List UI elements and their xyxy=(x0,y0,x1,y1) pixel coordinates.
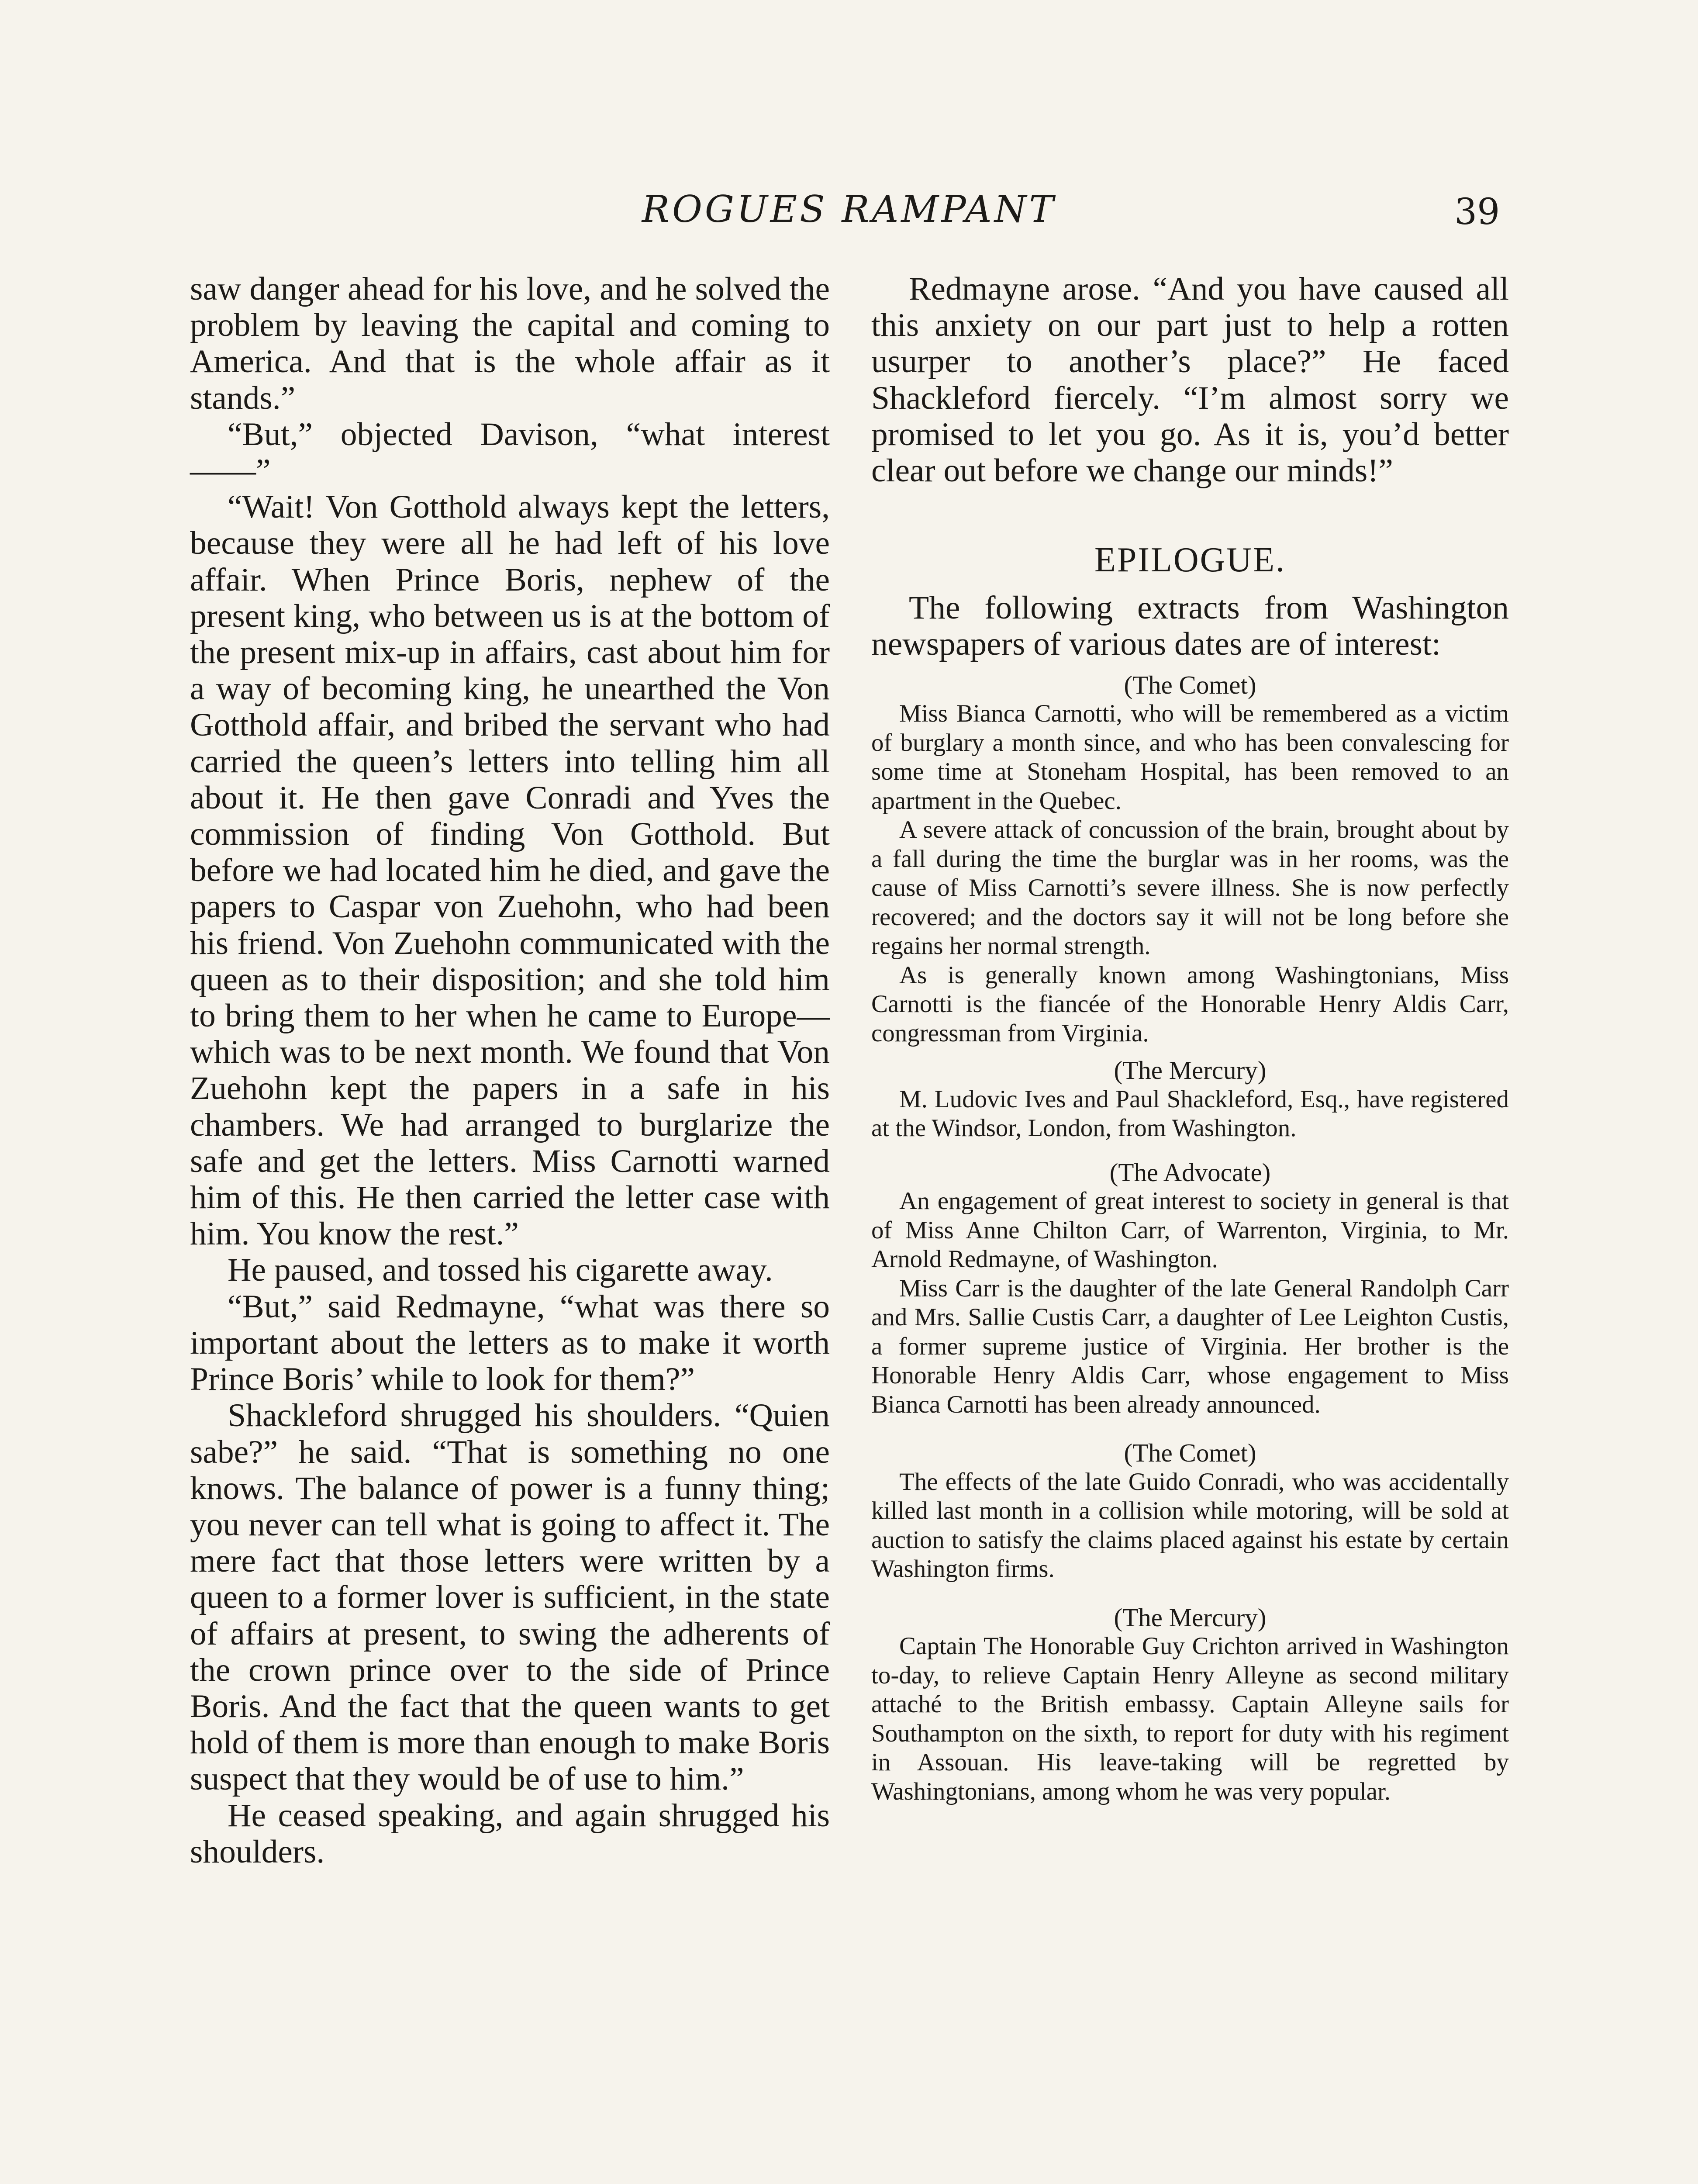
paragraph: “But,” objected Davison, “what interest——” xyxy=(190,416,830,489)
newspaper-extract xyxy=(871,1438,1509,1584)
extract-paragraph: Captain The Honorable Guy Crichton arrived in Washington to-day, to relieve Captain Henry Alleyne as second military attaché to the British embassy. Captain Alleyne sails for Southampton on the sixth, to report for duty with his regiment in Assouan. His leave-taking will be regretted by Washingtonians, among whom he was very popular. xyxy=(871,1632,1509,1805)
paragraph: “But,” said Redmayne, “what was there so important about the letters as to make it worth Prince Boris’ while to look for them?” xyxy=(190,1288,830,1398)
extract-source: (The Advocate) xyxy=(1109,1158,1271,1187)
left-column xyxy=(190,271,830,1870)
paragraph: saw danger ahead for his love, and he solved the problem by leaving the capital and coming to America. And that is the whole affair as it stands.” xyxy=(190,271,830,416)
extract-paragraph: Miss Carr is the daughter of the late General Randolph Carr and Mrs. Sallie Custis Carr, a daughter of Lee Leighton Custis, a former supreme justice of Virginia. Her brother is the Honorable Henry Aldis Carr, whose engagement to Miss Bianca Carnotti has been already announced. xyxy=(871,1274,1509,1418)
extract-source: (The Comet) xyxy=(1124,1438,1256,1468)
newspaper-extract xyxy=(871,1158,1509,1420)
paragraph: He paused, and tossed his cigarette away. xyxy=(228,1252,773,1289)
page-header xyxy=(0,188,1698,236)
extract-paragraph: As is generally known among Washingtonians, Miss Carnotti is the fiancée of the Honorable Henry Aldis Carr, congressman from Virginia. xyxy=(871,961,1509,1047)
paragraph: Redmayne arose. “And you have caused all this anxiety on our part just to help a rotten usurper to another’s place?” He faced Shackleford fiercely. “I’m almost sorry we promised to let you go. As it is, you’d better clear out before we change our minds!” xyxy=(871,271,1509,489)
extract-paragraph: A severe attack of concussion of the brain, brought about by a fall during the time the burglar was in her rooms, was the cause of Miss Carnotti’s severe illness. She is now perfectly recovered; and the doctors say it will not be long before she regains her normal strength. xyxy=(871,816,1509,960)
right-column xyxy=(871,271,1509,1806)
extract-paragraph: An engagement of great interest to society in general is that of Miss Anne Chilton Carr, of Warrenton, Virginia, to Mr. Arnold Redmayne, of Washington. xyxy=(871,1187,1509,1273)
extract-paragraph: M. Ludovic Ives and Paul Shackleford, Esq., have registered at the Windsor, London, from Washington. xyxy=(871,1085,1509,1142)
extract-paragraph: The effects of the late Guido Conradi, who was accidentally killed last month in a collision while motoring, will be sold at auction to satisfy the claims placed against his estate by certain Washington firms. xyxy=(871,1468,1509,1583)
paragraph: “Wait! Von Gotthold always kept the letters, because they were all he had left of his love affair. When Prince Boris, nephew of the present king, who between us is at the bottom of the present mix-up in affairs, cast about him for a way of becoming king, he unearthed the Von Gotthold affair, and bribed the servant who had carried the queen’s letters into telling him all about it. He then gave Conradi and Yves the commission of finding Von Gotthold. But before we had located him he died, and gave the papers to Caspar von Zuehohn, who had been his friend. Von Zuehohn communicated with the queen as to their disposition; and she told him to bring them to her when he came to Europe—which was to be next month. We found that Von Zuehohn kept the papers in a safe in his chambers. We had arranged to burglarize the safe and get the letters. Miss Carnotti warned him of this. He then carried the letter case with him. You know the rest.” xyxy=(190,489,830,1252)
extract-source: (The Mercury) xyxy=(1114,1603,1267,1632)
page-number: 39 xyxy=(1454,191,1500,233)
newspaper-extract xyxy=(871,1056,1509,1143)
extract-source: (The Mercury) xyxy=(1114,1056,1267,1085)
paragraph: Shackleford shrugged his shoulders. “Quien sabe?” he said. “That is something no one knows. The balance of power is a funny thing; you never can tell what is going to affect it. The mere fact that those letters were written by a queen to a former lover is sufficient, in the state of affairs at present, to swing the adherents of the crown prince over to the side of Prince Boris. And the fact that the queen wants to get hold of them is more than enough to make Boris suspect that they would be of use to him.” xyxy=(190,1397,830,1797)
extract-source: (The Comet) xyxy=(1124,670,1256,699)
paragraph: He ceased speaking, and again shrugged his shoulders. xyxy=(190,1797,830,1870)
newspaper-extract xyxy=(871,670,1509,1048)
epilogue-intro: The following extracts from Washington newspapers of various dates are of interest: xyxy=(871,590,1509,663)
newspaper-extract xyxy=(871,1603,1509,1807)
epilogue-heading: EPILOGUE. xyxy=(1094,541,1286,580)
running-title: ROGUES RAMPANT xyxy=(642,188,1056,231)
extract-paragraph: Miss Bianca Carnotti, who will be remembered as a victim of burglary a month since, and who has been convalescing for some time at Stoneham Hospital, has been removed to an apartment in the Quebec. xyxy=(871,700,1509,815)
